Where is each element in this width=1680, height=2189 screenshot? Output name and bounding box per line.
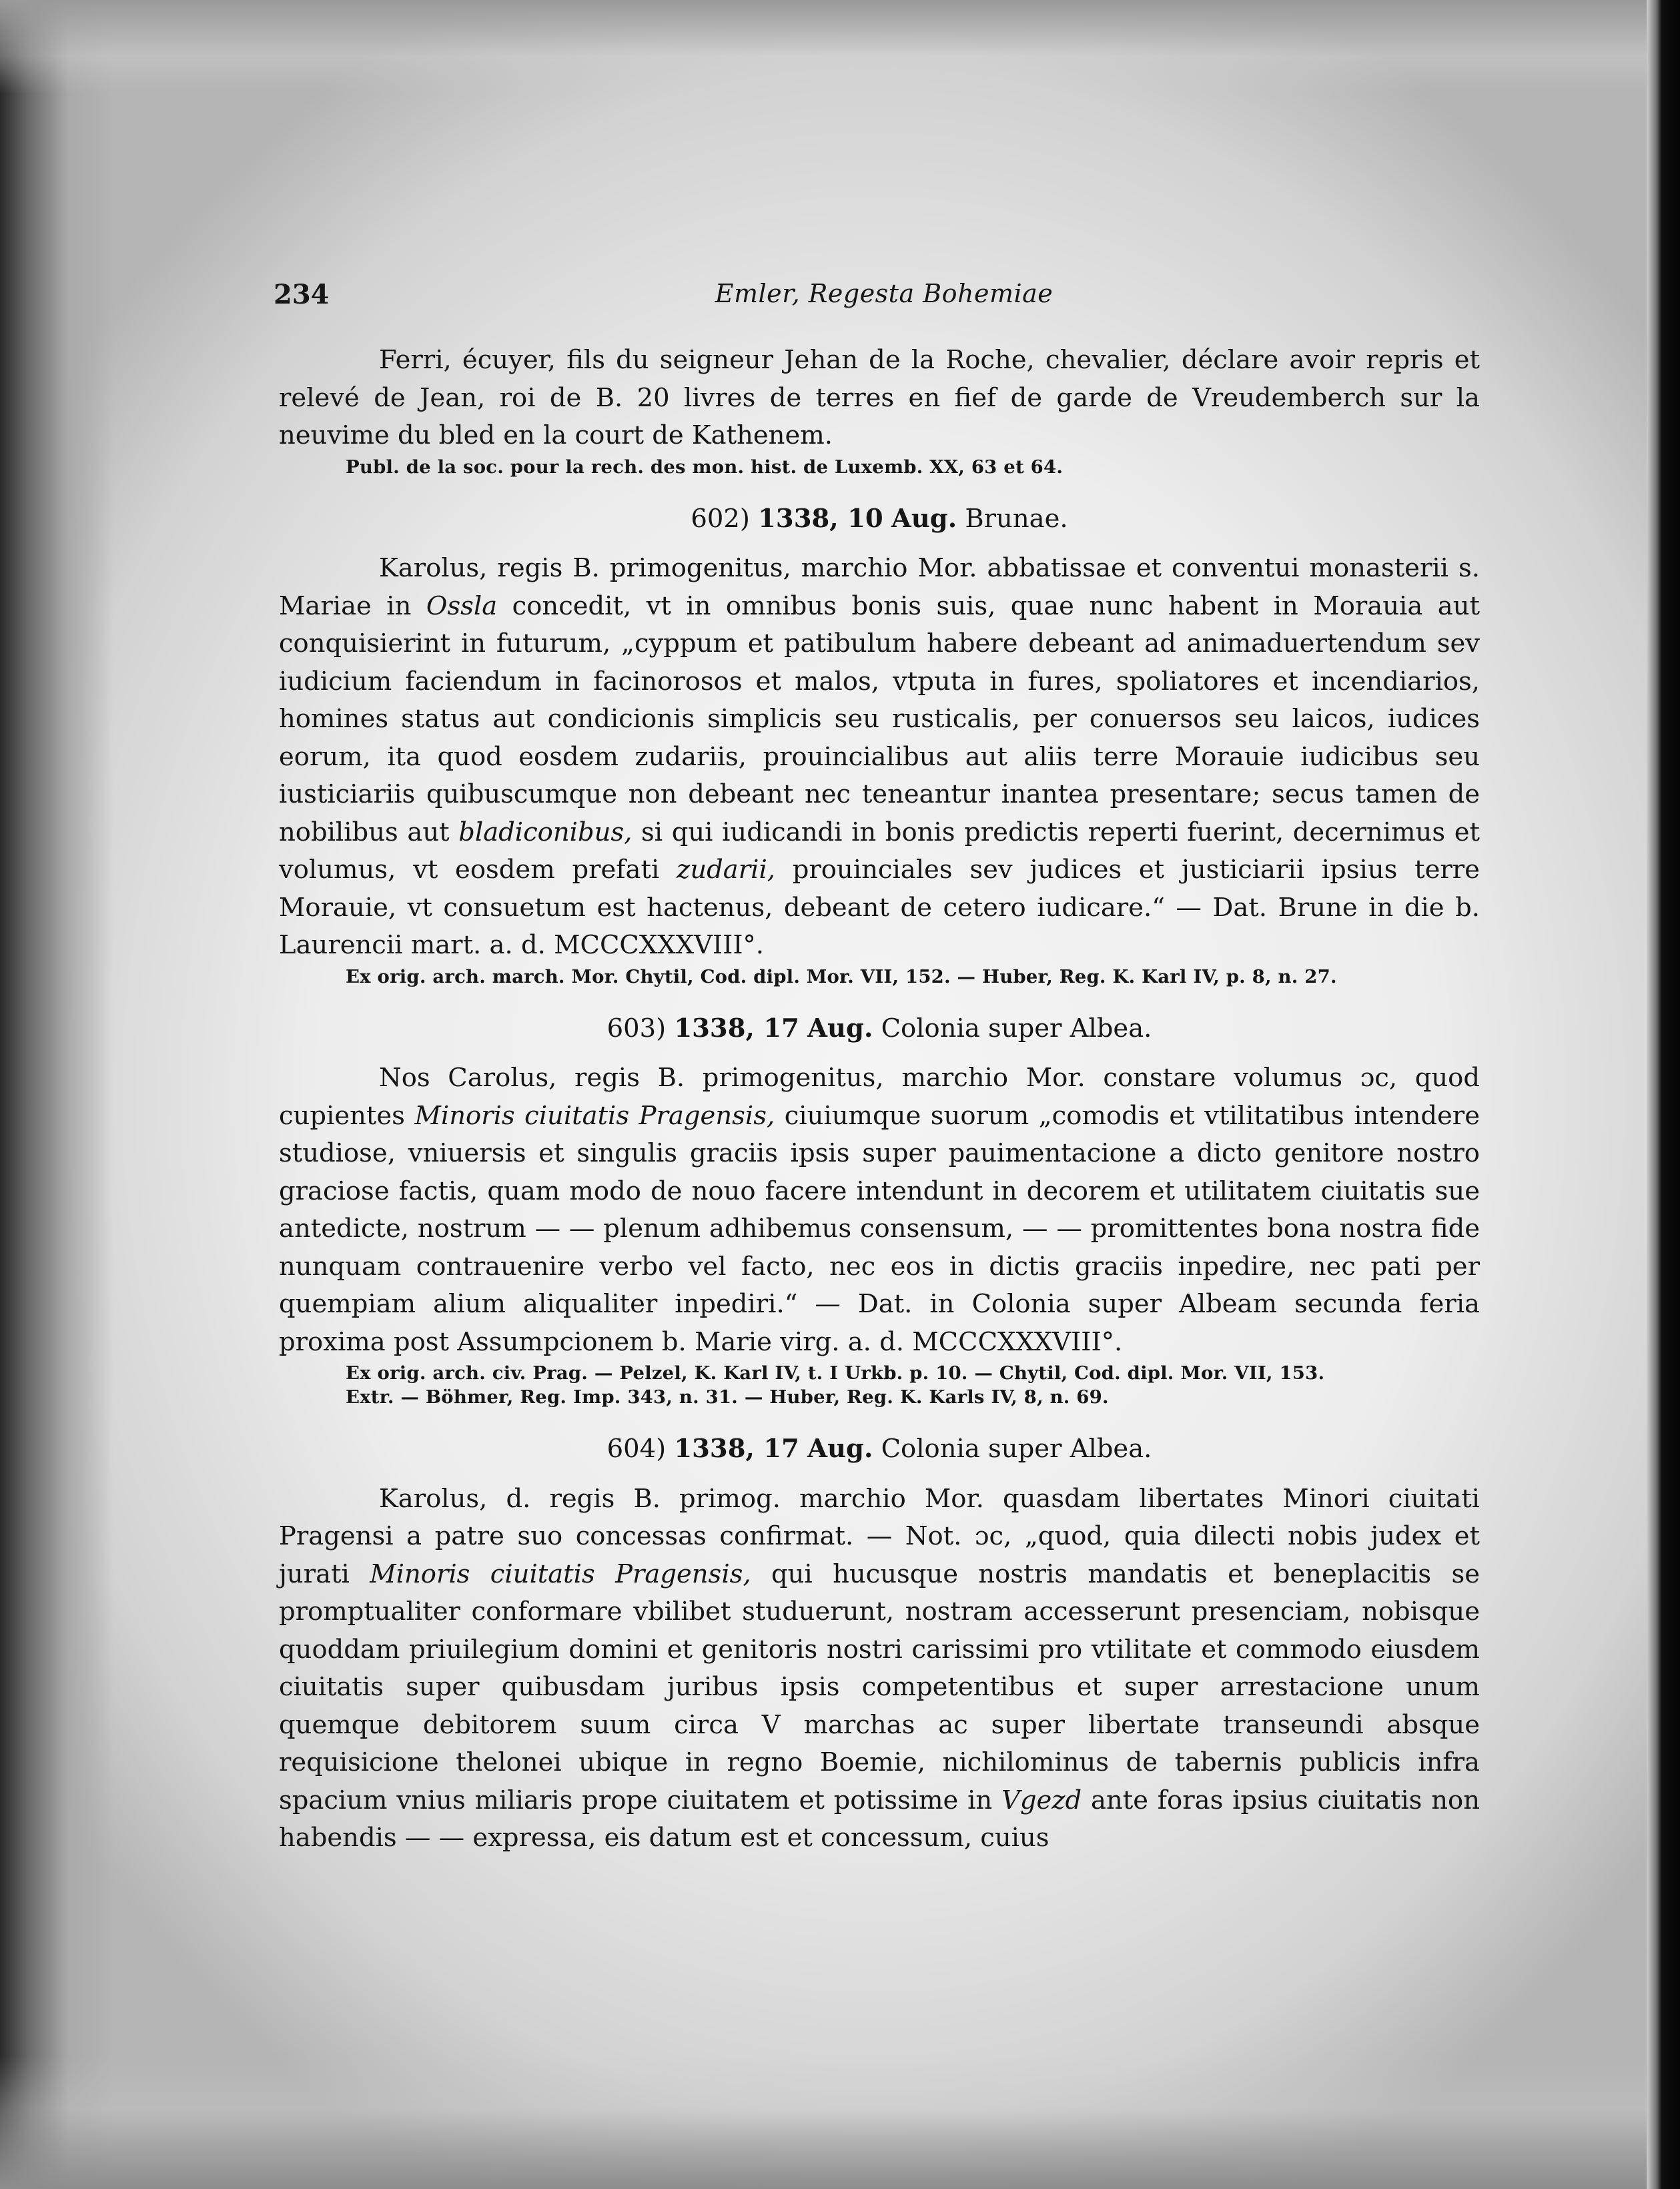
text-span: Karolus, regis B. primogenitus, marchio Mor. abbatissae et conventui monasterii s. Mariae in [279,553,1480,621]
intro-paragraph: Ferri, écuyer, fils du seigneur Jehan de la Roche, chevalier, déclare avoir repris et relevé de Jean, roi de B. 20 livres de terres en fief de garde de Vreudemberch sur la neuvime du bled en la court de Kathenem. [279,345,1480,450]
entry-text-602 [279,550,1480,965]
intro-source-note: Publ. de la soc. pour la rech. des mon. hist. de Luxemb. XX, 63 et 64. [346,456,1064,478]
text-span: prouinciales sev judices et justiciarii ipsius terre Morauie, vt consuetum est hactenus, debeant de cetero iudicare.“ — Dat. Brune in die b. Laurencii mart. a. d. MCCCXXXVIII°. [279,855,1480,960]
entry-place: Brunae. [965,503,1068,534]
entry-place: Colonia super Albea. [881,1013,1152,1043]
text-span: ante foras ipsius ciuitatis non habendis — — expressa, eis datum est et concessum, cuius [279,1785,1480,1853]
entry-month: Aug. [891,503,957,534]
running-title: Emler, Regesta Bohemiae [715,279,1054,308]
italic-name: Ossla [426,590,498,621]
entry-place: Colonia super Albea. [881,1434,1152,1464]
entry-date: 1338, 17 [674,1434,799,1464]
entry-number: 603) [606,1013,667,1043]
entry-source-603-line-1: Ex orig. arch. civ. Prag. — Pelzel, K. Karl IV, t. I Urkb. p. 10. — Chytil, Cod. dipl. Mor. VII, 153. [346,1362,1325,1384]
running-head [274,279,1495,319]
entry-month: Aug. [807,1434,873,1464]
italic-name: zudarii, [677,855,775,885]
text-span: si qui iudicandi in bonis predictis reperti fuerint, decernimus et volumus, vt eosdem prefati [279,817,1480,885]
entry-month: Aug. [807,1013,873,1043]
entry-heading-604 [279,1430,1480,1468]
text-span: Karolus, d. regis B. primog. marchio Mor. quasdam libertates Minori ciuitati Pragensi a patre suo concessas confirmat. — Not. ɔc, „quod, quia dilecti nobis judex et jurati [279,1483,1480,1589]
entry-text-604 [279,1480,1480,1857]
text-span: concedit, vt in omnibus bonis suis, quae nunc habent in Morauia aut conquisierint in futurum, „cyppum et patibulum habere debeant ad animaduertendum sev iudicium faciendum in facinorosos et malos, vtputa in fures, spoliatores et incendiarios, homines status aut condicionis simplicis seu rusticalis, per conuersos seu laicos, iudices eorum, ita quod eosdem zudariis, prouincialibus aut aliis terre Morauie iudicibus seu iusticiariis quibuscumque non debeant nec teneantur inantea presentare; secus tamen de nobilibus aut [279,590,1480,847]
italic-name: Minoris ciuitatis Pragensis, [414,1100,775,1131]
italic-name: Vgezd [1001,1785,1082,1815]
entry-heading-603 [279,1010,1480,1048]
entry-number: 602) [691,503,750,534]
body-text [279,342,1480,1857]
text-span: Nos Carolus, regis B. primogenitus, marchio Mor. constare volumus ɔc, quod cupientes [279,1063,1480,1131]
text-span: ciuiumque suorum „comodis et vtilitatibus intendere studiose, vniuersis et singulis graciis ipsis super pauimentacione a dicto genitore nostro graciose factis, quam modo de nouo facere intendunt in decorem et utilitatem ciuitatis sue antedicte, nostrum — — plenum adhibemus consensum, — — promittentes bona nostra fide nunquam contrauenire verbo vel facto, nec eos in dictis graciis inpedire, nec pati per quempiam alium aliqualiter inpediri.“ — Dat. in Colonia super Albeam secunda feria proxima post Assumpcionem b. Marie virg. a. d. MCCCXXXVIII°. [279,1100,1480,1357]
text-span: qui hucusque nostris mandatis et beneplacitis se promptualiter conformare vbilibet studuerunt, nostram accesserunt presenciam, nobisque quoddam priuilegium domini et genitoris nostri carissimi pro vtilitate et commodo eiusdem ciuitatis super quibusdam juribus ipsis competentibus et super arrestacione unum quemque debitorem suum circa V marchas ac super libertate transeundi absque requisicione thelonei ubique in regno Boemie, nichilominus de tabernis publicis infra spacium vnius miliaris prope ciuitatem et potissime in [279,1559,1480,1815]
entry-date: 1338, 17 [674,1013,799,1043]
entry-heading-602 [279,500,1480,538]
entry-source-602: Ex orig. arch. march. Mor. Chytil, Cod. dipl. Mor. VII, 152. — Huber, Reg. K. Karl IV, p. 8, n. 27. [346,965,1337,987]
page-number: 234 [274,279,330,310]
entry-source-603-line-2: Extr. — Böhmer, Reg. Imp. 343, n. 31. — Huber, Reg. K. Karls IV, 8, n. 69. [346,1386,1109,1408]
entry-text-603 [279,1059,1480,1361]
entry-date: 1338, 10 [758,503,883,534]
entry-number: 604) [606,1434,667,1464]
italic-name: bladiconibus, [458,817,633,847]
italic-name: Minoris ciuitatis Pragensis, [370,1559,751,1589]
